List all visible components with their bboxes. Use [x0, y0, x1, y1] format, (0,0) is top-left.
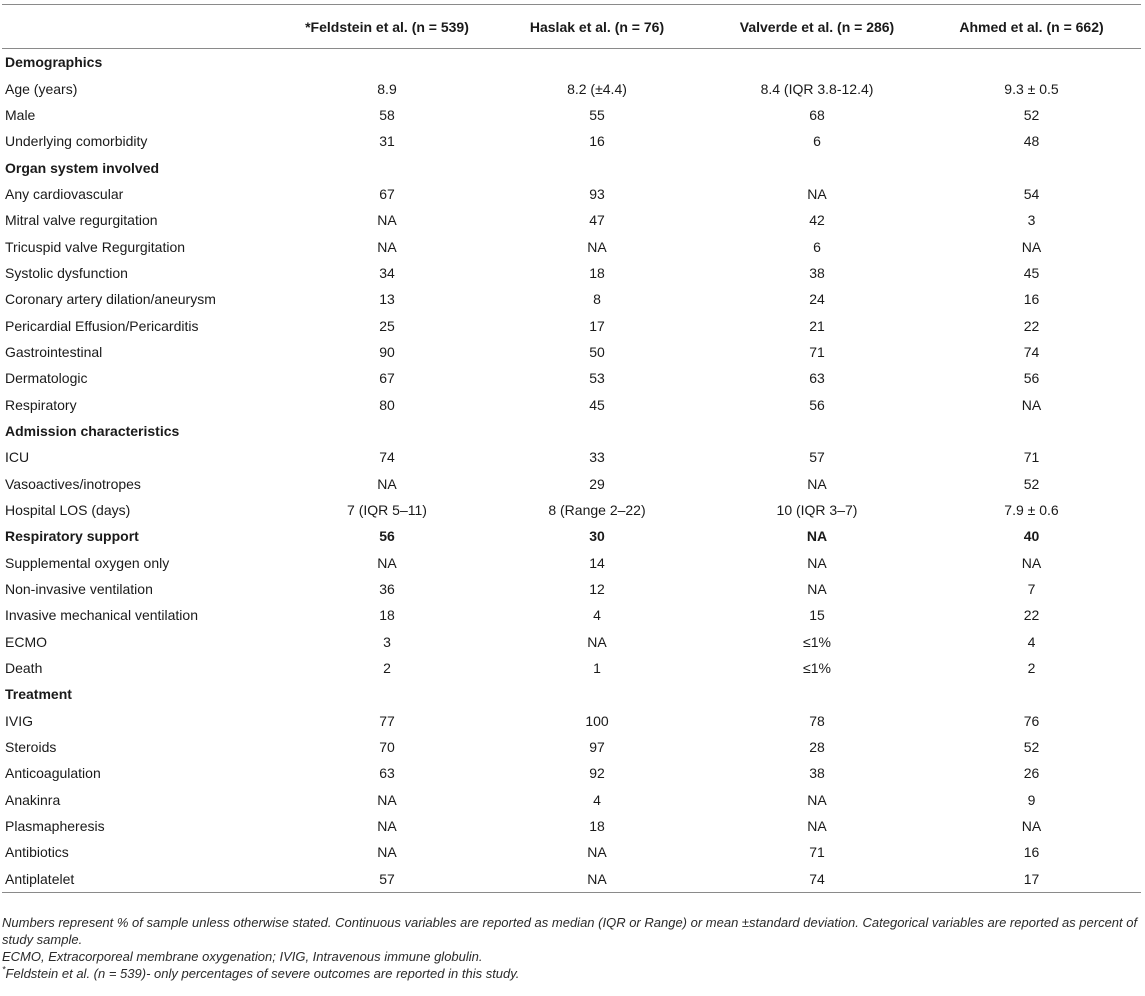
table-cell	[922, 49, 1141, 76]
table-row	[2, 497, 1141, 523]
row-label: Pericardial Effusion/Pericarditis	[5, 317, 199, 334]
table-cell: 4	[593, 607, 601, 624]
row-label: Any cardiovascular	[5, 185, 124, 202]
table-row	[2, 813, 1141, 839]
table-cell: 70	[379, 739, 395, 756]
table-cell: NA	[377, 238, 397, 255]
section-row	[2, 154, 1141, 180]
table-cell: 56	[379, 528, 395, 545]
table-cell: NA	[587, 844, 607, 861]
footnote-feldstein-text: Feldstein et al. (n = 539)- only percentages of severe outcomes are reported in this study.	[5, 966, 520, 981]
table-row	[2, 286, 1141, 312]
table-cell	[922, 681, 1141, 707]
table-row	[2, 207, 1141, 233]
table-row	[2, 866, 1141, 893]
table-row	[2, 787, 1141, 813]
table-cell: 100	[585, 712, 609, 729]
table-row	[2, 602, 1141, 628]
table-cell: NA	[377, 791, 397, 808]
table-cell: 22	[1023, 317, 1040, 334]
table-cell: NA	[377, 475, 397, 492]
table-cell: 1	[593, 660, 601, 677]
table-cell: 52	[1023, 739, 1040, 756]
row-label: Non-invasive ventilation	[5, 581, 153, 598]
row-label: Vasoactives/inotropes	[5, 475, 141, 492]
table-cell: 40	[1023, 528, 1040, 545]
table-cell: 45	[1023, 264, 1040, 281]
table-cell: 58	[379, 106, 395, 123]
table-cell: NA	[377, 212, 397, 229]
section-heading: Admission characteristics	[5, 422, 180, 439]
section-heading: Treatment	[5, 686, 72, 703]
section-row	[2, 681, 1141, 707]
table-cell	[482, 418, 712, 444]
study-comparison-table-container	[2, 4, 1141, 893]
table-cell: 7.9 ± 0.6	[1004, 502, 1059, 519]
table-cell	[482, 154, 712, 180]
table-row	[2, 550, 1141, 576]
table-cell: 18	[589, 264, 605, 281]
row-label: Anticoagulation	[5, 765, 101, 782]
table-cell: 78	[809, 712, 825, 729]
table-cell: 14	[589, 554, 605, 571]
table-cell	[482, 49, 712, 76]
table-cell: 47	[589, 212, 605, 229]
header-row	[2, 5, 1141, 49]
table-cell: 4	[1027, 633, 1036, 650]
table-row	[2, 391, 1141, 417]
table-cell: 12	[589, 581, 605, 598]
table-cell: 74	[1023, 343, 1040, 360]
table-cell: 8	[593, 291, 601, 308]
table-cell	[292, 418, 482, 444]
table-cell: NA	[1021, 554, 1042, 571]
table-cell: 7 (IQR 5–11)	[347, 502, 427, 519]
table-cell: 71	[809, 844, 825, 861]
table-cell: 8 (Range 2–22)	[548, 502, 646, 519]
table-cell: NA	[807, 581, 827, 598]
table-cell: 56	[809, 396, 825, 413]
table-body	[2, 49, 1141, 893]
footnote-abbreviation-note: Numbers represent % of sample unless otherwise stated. Continuous variables are reported as median (IQR or Range) or mean ±standard deviation. Categorical variables are reported as percent of study sample.	[2, 915, 1138, 947]
table-cell: 55	[589, 106, 605, 123]
table-cell: 6	[813, 133, 821, 150]
table-row	[2, 128, 1141, 154]
table-cell: 53	[589, 370, 605, 387]
table-cell: 10 (IQR 3–7)	[776, 502, 858, 519]
table-cell: 16	[589, 133, 605, 150]
table-cell: NA	[1021, 396, 1042, 413]
table-cell: 9.3 ± 0.5	[1004, 80, 1059, 97]
table-row	[2, 365, 1141, 391]
table-cell: NA	[377, 554, 397, 571]
table-row	[2, 444, 1141, 470]
header-cell-haslak: Haslak et al. (n = 76)	[482, 5, 712, 49]
table-cell	[712, 681, 922, 707]
row-label: Coronary artery dilation/aneurysm	[5, 291, 216, 308]
section-row	[2, 49, 1141, 76]
table-cell: NA	[587, 633, 607, 650]
table-cell	[922, 154, 1141, 180]
table-cell: 28	[809, 739, 825, 756]
table-cell: 80	[379, 396, 395, 413]
table-cell: 2	[1027, 660, 1036, 677]
header-cell-ahmed: Ahmed et al. (n = 662)	[922, 5, 1141, 49]
row-label: Systolic dysfunction	[5, 264, 128, 281]
table-cell: 67	[379, 185, 395, 202]
row-label: Male	[5, 106, 36, 123]
table-cell: 17	[922, 866, 1141, 893]
section-row	[2, 523, 1141, 549]
row-label: ICU	[5, 449, 30, 466]
table-cell: 15	[809, 607, 825, 624]
study-comparison-table	[2, 4, 1141, 893]
table-cell	[292, 681, 482, 707]
table-cell: 45	[589, 396, 605, 413]
table-cell: 38	[809, 765, 825, 782]
table-cell: 54	[1023, 185, 1040, 202]
header-cell-blank	[2, 5, 292, 49]
section-heading: Demographics	[5, 54, 103, 71]
section-heading: Respiratory support	[5, 528, 139, 545]
table-cell	[292, 154, 482, 180]
table-cell: 25	[379, 317, 395, 334]
table-cell: 7	[1027, 581, 1036, 598]
table-cell: NA	[806, 528, 828, 545]
table-cell: 6	[813, 238, 821, 255]
table-row	[2, 839, 1141, 865]
row-label: IVIG	[5, 712, 34, 729]
table-row	[2, 708, 1141, 734]
table-cell: ≤1%	[803, 660, 831, 677]
table-row	[2, 471, 1141, 497]
row-label: Mitral valve regurgitation	[5, 212, 158, 229]
table-cell: 16	[1023, 291, 1040, 308]
table-cell: NA	[807, 185, 827, 202]
row-label: Plasmapheresis	[5, 818, 105, 835]
table-cell: 2	[383, 660, 391, 677]
section-heading: Organ system involved	[5, 159, 160, 176]
row-label: Dermatologic	[5, 370, 88, 387]
table-cell: 48	[1023, 133, 1040, 150]
table-cell: ≤1%	[803, 633, 831, 650]
table-cell: 67	[379, 370, 395, 387]
table-cell: 9	[1027, 791, 1036, 808]
table-cell: 3	[383, 633, 391, 650]
table-cell: 42	[809, 212, 825, 229]
table-cell	[712, 154, 922, 180]
row-label: Supplemental oxygen only	[5, 554, 170, 571]
table-cell: 93	[589, 185, 605, 202]
table-cell: 63	[809, 370, 825, 387]
table-cell: 52	[1023, 475, 1040, 492]
table-cell: 76	[1023, 712, 1040, 729]
table-cell: 68	[809, 106, 825, 123]
table-cell: 63	[379, 765, 395, 782]
table-cell: NA	[807, 475, 827, 492]
header-cell-valverde: Valverde et al. (n = 286)	[712, 5, 922, 49]
table-cell	[922, 418, 1141, 444]
table-row	[2, 181, 1141, 207]
table-cell: NA	[1021, 818, 1042, 835]
table-cell	[292, 49, 482, 76]
table-cell: NA	[807, 818, 827, 835]
table-cell: 16	[1023, 844, 1040, 861]
row-label: Antiplatelet	[2, 866, 292, 893]
footnote-definitions: ECMO, Extracorporeal membrane oxygenation; IVIG, Intravenous immune globulin.	[2, 949, 483, 964]
row-label: Antibiotics	[5, 844, 69, 861]
table-cell: 24	[809, 291, 825, 308]
table-cell: 50	[589, 343, 605, 360]
header-cell-feldstein: *Feldstein et al. (n = 539)	[292, 5, 482, 49]
table-row	[2, 734, 1141, 760]
table-cell: 34	[379, 264, 395, 281]
row-label: ECMO	[5, 633, 47, 650]
table-row	[2, 233, 1141, 259]
table-cell: 33	[589, 449, 605, 466]
row-label: Anakinra	[5, 791, 61, 808]
table-cell: 71	[809, 343, 825, 360]
table-cell: 57	[809, 449, 825, 466]
table-cell: 17	[589, 317, 605, 334]
table-cell: 8.2 (±4.4)	[567, 80, 627, 97]
table-cell: 36	[379, 581, 395, 598]
table-cell	[482, 681, 712, 707]
table-cell: NA	[587, 238, 607, 255]
table-cell: 3	[1027, 212, 1036, 229]
table-cell: 18	[589, 818, 605, 835]
table-row	[2, 629, 1141, 655]
table-cell: NA	[377, 844, 397, 861]
table-cell: 52	[1023, 106, 1040, 123]
table-cell: 38	[809, 264, 825, 281]
row-label: Age (years)	[5, 80, 78, 97]
footnote-asterisk: *	[2, 964, 6, 975]
table-cell: 18	[379, 607, 395, 624]
row-label: Gastrointestinal	[5, 343, 103, 360]
table-row	[2, 339, 1141, 365]
table-cell: 31	[379, 133, 395, 150]
table-cell: NA	[807, 791, 827, 808]
table-cell: NA	[807, 554, 827, 571]
table-cell: NA	[482, 866, 712, 893]
table-cell: 26	[1023, 765, 1040, 782]
row-label: Steroids	[5, 739, 57, 756]
table-cell	[712, 49, 922, 76]
row-label: Underlying comorbidity	[5, 133, 148, 150]
table-cell: 30	[589, 528, 605, 545]
table-cell: 56	[1023, 370, 1040, 387]
table-cell: 57	[292, 866, 482, 893]
table-cell	[712, 418, 922, 444]
table-cell: 71	[1023, 449, 1040, 466]
table-cell: 74	[379, 449, 395, 466]
table-row	[2, 576, 1141, 602]
table-row	[2, 655, 1141, 681]
section-row	[2, 418, 1141, 444]
row-label: Death	[5, 660, 43, 677]
table-cell: 13	[379, 291, 395, 308]
table-cell: 21	[809, 317, 825, 334]
table-cell: 97	[589, 739, 605, 756]
row-label: Invasive mechanical ventilation	[5, 607, 198, 624]
table-cell: 90	[379, 343, 395, 360]
table-row	[2, 75, 1141, 101]
table-cell: 4	[593, 791, 601, 808]
table-row	[2, 312, 1141, 338]
table-cell: 8.4 (IQR 3.8-12.4)	[760, 80, 874, 97]
table-cell: 77	[379, 712, 395, 729]
table-row	[2, 260, 1141, 286]
table-cell: NA	[377, 818, 397, 835]
table-cell: 22	[1023, 607, 1040, 624]
row-label: Tricuspid valve Regurgitation	[5, 238, 186, 255]
footnote-feldstein	[2, 965, 1141, 982]
table-cell: NA	[1021, 238, 1042, 255]
table-row	[2, 760, 1141, 786]
table-cell: 8.9	[377, 80, 397, 97]
table-cell: 74	[712, 866, 922, 893]
table-footnotes	[2, 914, 1141, 982]
table-cell: 29	[589, 475, 605, 492]
row-label: Respiratory	[5, 396, 77, 413]
table-row	[2, 102, 1141, 128]
table-cell: 92	[589, 765, 605, 782]
row-label: Hospital LOS (days)	[5, 502, 131, 519]
